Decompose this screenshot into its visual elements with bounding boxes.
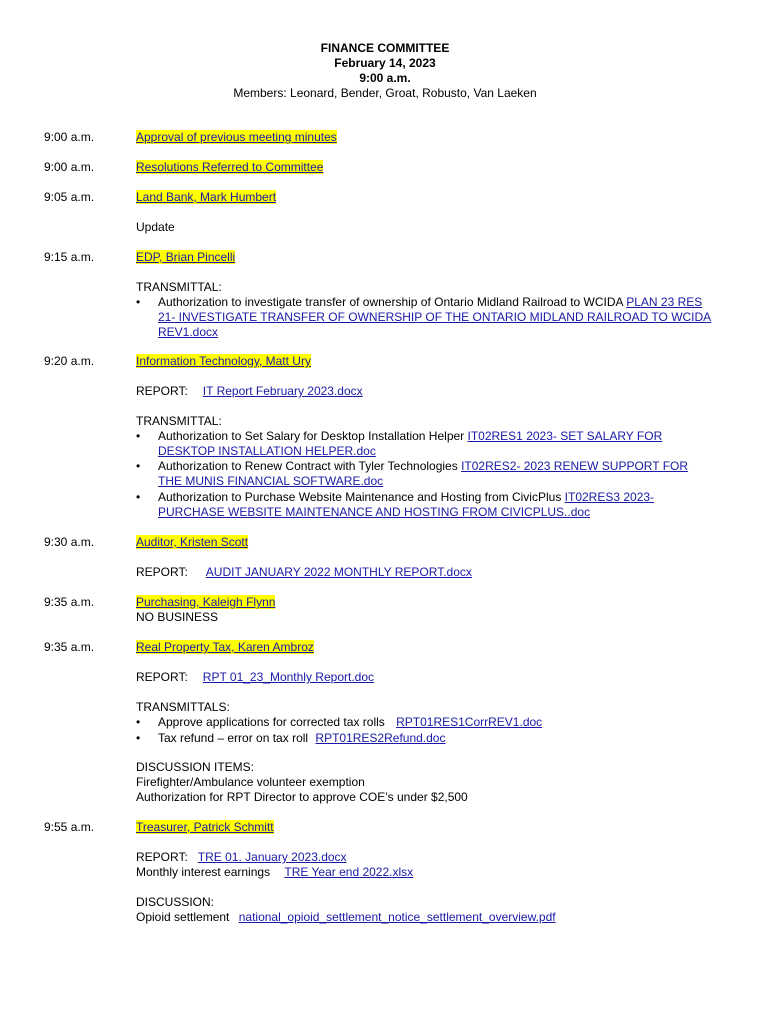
bullet-icon: • bbox=[136, 295, 141, 309]
opioid-settlement-link[interactable]: national_opioid_settlement_notice_settlement_overview.pdf bbox=[238, 910, 556, 924]
agenda-item-minutes[interactable]: Approval of previous meeting minutes bbox=[136, 130, 337, 144]
meeting-date: February 14, 2023 bbox=[334, 56, 436, 70]
agenda-time: 9:05 a.m. bbox=[44, 190, 95, 204]
meeting-time: 9:00 a.m. bbox=[359, 71, 411, 85]
agenda-time: 9:00 a.m. bbox=[44, 160, 95, 174]
treasurer-report-link[interactable]: TRE 01. January 2023.docx bbox=[197, 850, 347, 864]
transmittal-text: Tax refund – error on tax roll bbox=[158, 731, 312, 745]
it-transmittal-item bbox=[136, 459, 746, 489]
agenda-item-it[interactable]: Information Technology, Matt Ury bbox=[136, 354, 311, 368]
report-label: REPORT: bbox=[136, 565, 188, 579]
rpt-discussion-item: Authorization for RPT Director to approve COE’s under $2,500 bbox=[136, 790, 468, 804]
bullet-icon: • bbox=[136, 459, 141, 473]
it-salary-link[interactable]: IT02RES1 2023- SET SALARY FOR DESKTOP INSTALLATION HELPER.doc bbox=[158, 429, 663, 458]
opioid-label: Opioid settlement bbox=[136, 910, 233, 924]
it-transmittal-item bbox=[136, 490, 746, 520]
edp-resolution-link[interactable]: PLAN 23 RES 21- INVESTIGATE TRANSFER OF OWNERSHIP OF THE ONTARIO MIDLAND RAILROAD TO WCIDA REV1.docx bbox=[158, 295, 712, 339]
transmittal-text: Authorization to Purchase Website Maintenance and Hosting from CivicPlus bbox=[158, 490, 565, 504]
bullet-icon: • bbox=[136, 731, 141, 745]
interest-label: Monthly interest earnings bbox=[136, 865, 274, 879]
rpt-corrected-link[interactable]: RPT01RES1CorrREV1.doc bbox=[396, 715, 543, 729]
committee-title: FINANCE COMMITTEE bbox=[320, 41, 450, 55]
rpt-transmittal-item bbox=[136, 731, 746, 746]
agenda-item-landbank[interactable]: Land Bank, Mark Humbert bbox=[136, 190, 277, 204]
treasurer-discussion-label: DISCUSSION: bbox=[136, 895, 215, 909]
agenda-item-rpt[interactable]: Real Property Tax, Karen Ambroz bbox=[136, 640, 314, 654]
report-label: REPORT: bbox=[136, 670, 188, 684]
rpt-refund-link[interactable]: RPT01RES2Refund.doc bbox=[315, 731, 446, 745]
it-transmittal-label: TRANSMITTAL: bbox=[136, 414, 222, 428]
auditor-report-link[interactable]: AUDIT JANUARY 2022 MONTHLY REPORT.docx bbox=[205, 565, 472, 579]
agenda-item-edp[interactable]: EDP, Brian Pincelli bbox=[136, 250, 236, 264]
members-list: Members: Leonard, Bender, Groat, Robusto, Van Laeken bbox=[233, 86, 537, 100]
agenda-time: 9:20 a.m. bbox=[44, 354, 95, 368]
treasurer-yearend-link[interactable]: TRE Year end 2022.xlsx bbox=[284, 865, 414, 879]
agenda-time: 9:15 a.m. bbox=[44, 250, 95, 264]
it-transmittal-item bbox=[136, 429, 746, 459]
treasurer-interest-line bbox=[136, 865, 746, 880]
edp-transmittal-label: TRANSMITTAL: bbox=[136, 280, 222, 294]
agenda-item-auditor[interactable]: Auditor, Kristen Scott bbox=[136, 535, 249, 549]
agenda-item-treasurer[interactable]: Treasurer, Patrick Schmitt bbox=[136, 820, 274, 834]
edp-transmittal-item bbox=[136, 295, 746, 340]
agenda-time: 9:55 a.m. bbox=[44, 820, 95, 834]
transmittal-text: Authorization to Renew Contract with Tyler Technologies bbox=[158, 459, 462, 473]
agenda-item-purchasing[interactable]: Purchasing, Kaleigh Flynn bbox=[136, 595, 276, 609]
bullet-icon: • bbox=[136, 715, 141, 729]
treasurer-report-line bbox=[136, 850, 746, 865]
rpt-discussion-item: Firefighter/Ambulance volunteer exemption bbox=[136, 775, 365, 789]
rpt-transmittal-item bbox=[136, 715, 746, 730]
landbank-note: Update bbox=[136, 220, 175, 234]
report-label: REPORT: bbox=[136, 850, 188, 864]
transmittal-text: Approve applications for corrected tax rolls bbox=[158, 715, 389, 729]
bullet-icon: • bbox=[136, 429, 141, 443]
bullet-icon: • bbox=[136, 490, 141, 504]
report-label: REPORT: bbox=[136, 384, 188, 398]
rpt-transmittals-label: TRANSMITTALS: bbox=[136, 700, 230, 714]
transmittal-text: Authorization to investigate transfer of ownership of Ontario Midland Railroad to WCIDA bbox=[158, 295, 627, 309]
rpt-report-link[interactable]: RPT 01_23_Monthly Report.doc bbox=[202, 670, 375, 684]
it-report-link[interactable]: IT Report February 2023.docx bbox=[202, 384, 363, 398]
agenda-time: 9:35 a.m. bbox=[44, 595, 95, 609]
it-report-line bbox=[136, 384, 746, 399]
treasurer-opioid-line bbox=[136, 910, 746, 925]
agenda-time: 9:35 a.m. bbox=[44, 640, 95, 654]
agenda-time: 9:00 a.m. bbox=[44, 130, 95, 144]
agenda-time: 9:30 a.m. bbox=[44, 535, 95, 549]
rpt-discussion-label: DISCUSSION ITEMS: bbox=[136, 760, 255, 774]
transmittal-text: Authorization to Set Salary for Desktop Installation Helper bbox=[158, 429, 468, 443]
it-website-link[interactable]: IT02RES3 2023- PURCHASE WEBSITE MAINTENANCE AND HOSTING FROM CIVICPLUS..doc bbox=[158, 490, 655, 519]
it-renew-link[interactable]: IT02RES2- 2023 RENEW SUPPORT FOR THE MUNIS FINANCIAL SOFTWARE.doc bbox=[158, 459, 689, 488]
agenda-item-resolutions[interactable]: Resolutions Referred to Committee bbox=[136, 160, 324, 174]
purchasing-note: NO BUSINESS bbox=[136, 610, 219, 624]
auditor-report-line bbox=[136, 565, 746, 580]
rpt-report-line bbox=[136, 670, 746, 685]
